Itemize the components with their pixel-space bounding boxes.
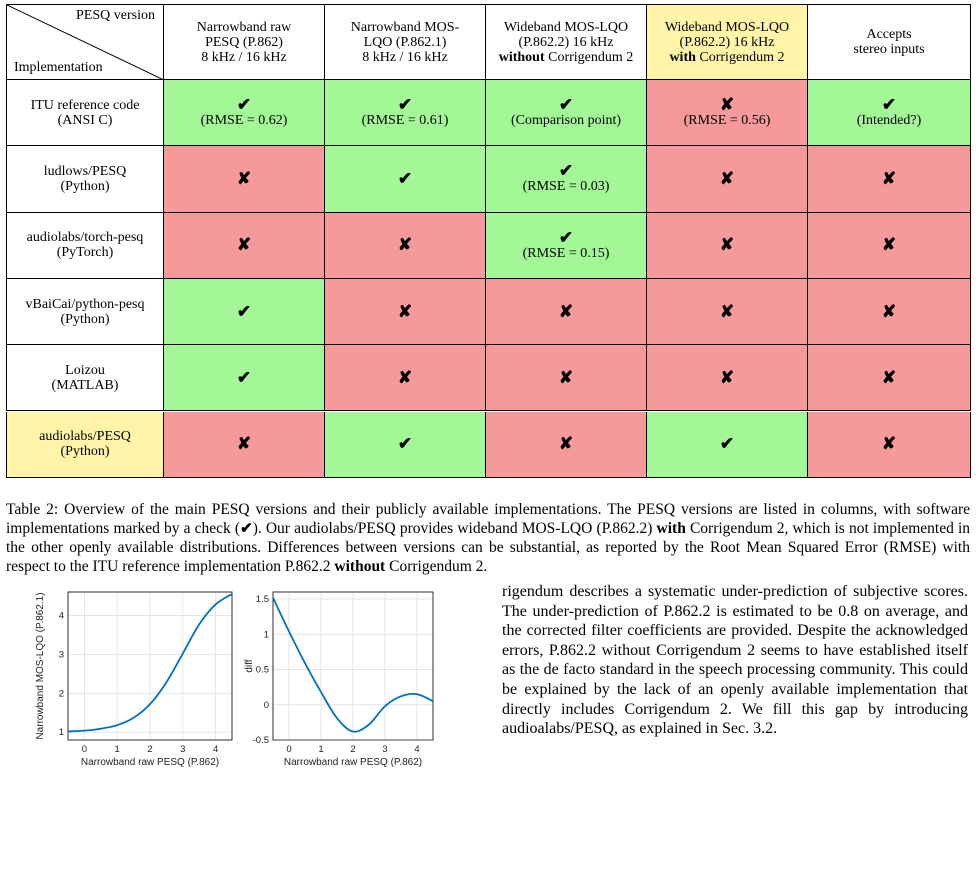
- cross-icon: ✘: [881, 434, 897, 454]
- column-header-line: Wideband MOS-LQO: [503, 19, 629, 35]
- unsupported-cell: [808, 345, 971, 411]
- mapping-plot: [30, 582, 235, 777]
- cross-icon: ✘: [397, 367, 413, 387]
- cross-icon: ✘: [881, 367, 897, 387]
- unsupported-cell: [647, 213, 808, 279]
- check-icon: ✔: [558, 95, 574, 115]
- body-paragraph: rigendum describes a systematic under-prediction of subjective scores. The under-prediction of P.862.2 is estimated to be 0.8 on average, and the corrected filter coefficients are provided. Despite the acknowledged errors, P.862.2 without Corrigendum 2 seems to have established itself as the de facto standard in the speech processing community. This could be explained by the lack of an openly available implementation that directly includes Corrigendum 2. We fill this gap by introducing audioalabs/PESQ, as explained in Sec. 3.2.: [502, 583, 968, 738]
- table-row: [6, 412, 971, 478]
- x-tick-label: 2: [147, 744, 153, 755]
- cross-icon: ✘: [719, 235, 735, 255]
- x-tick-label: 0: [81, 744, 88, 755]
- y-axis-label: Narrowband MOS-LQO (P.862.1): [35, 592, 46, 740]
- check-icon: ✔: [881, 95, 897, 115]
- corner-label-implementation: Implementation: [14, 60, 103, 75]
- supported-cell: [325, 412, 486, 478]
- implementation-name-line: (Python): [60, 178, 110, 194]
- cross-icon: ✘: [719, 301, 735, 321]
- column-header-line: Narrowband MOS-: [350, 19, 460, 35]
- unsupported-cell: [647, 80, 808, 146]
- x-tick-label: 3: [382, 744, 388, 755]
- unsupported-cell: [486, 412, 647, 478]
- column-header-line: Accepts: [866, 27, 912, 42]
- cross-icon: ✘: [558, 434, 574, 454]
- table-row: [6, 80, 971, 146]
- cell-note: (Intended?): [856, 113, 922, 129]
- table-row: [6, 345, 971, 411]
- unsupported-cell: [808, 213, 971, 279]
- y-tick-label: 1.5: [255, 594, 269, 606]
- implementation-name-cell: [6, 279, 164, 345]
- implementation-name-line: (MATLAB): [51, 377, 119, 393]
- cross-icon: ✘: [558, 301, 574, 321]
- column-header-line: LQO (P.862.1): [363, 34, 447, 50]
- y-tick-label: -0.5: [252, 735, 269, 746]
- unsupported-cell: [164, 213, 325, 279]
- column-header-line: Wideband MOS-LQO: [664, 19, 790, 35]
- table-header-row: [6, 4, 971, 80]
- implementation-name-line: ludlows/PESQ: [43, 163, 127, 179]
- x-axis-label: Narrowband raw PESQ (P.862): [283, 757, 423, 768]
- unsupported-cell: [486, 279, 647, 345]
- cross-icon: ✘: [397, 235, 413, 255]
- check-icon: ✔: [397, 168, 413, 188]
- check-symbol: ✔: [240, 521, 253, 537]
- cross-icon: ✘: [236, 434, 252, 454]
- cross-icon: ✘: [236, 168, 252, 188]
- supported-cell: [486, 213, 647, 279]
- y-axis-label: diff: [244, 659, 255, 673]
- supported-cell: [164, 345, 325, 411]
- unsupported-cell: [647, 345, 808, 411]
- unsupported-cell: [164, 146, 325, 212]
- table-row: [6, 146, 971, 212]
- check-icon: ✔: [719, 434, 735, 454]
- column-header-1: [164, 4, 325, 80]
- check-icon: ✔: [558, 161, 574, 181]
- check-icon: ✔: [397, 434, 413, 454]
- column-header-2: [325, 4, 486, 80]
- supported-cell: [325, 80, 486, 146]
- supported-cell: [647, 412, 808, 478]
- column-header-5: [808, 4, 971, 80]
- column-header-line: Narrowband raw: [196, 19, 292, 35]
- x-tick-label: 4: [414, 744, 420, 755]
- implementation-name-line: (Python): [60, 444, 110, 460]
- implementation-name-line: Loizou: [65, 362, 105, 378]
- x-tick-label: 1: [114, 744, 120, 755]
- x-axis-label: Narrowband raw PESQ (P.862): [80, 757, 220, 768]
- implementation-name-cell: [6, 146, 164, 212]
- cell-note: (RMSE = 0.03): [522, 179, 610, 195]
- y-tick-label: 4: [58, 610, 64, 622]
- implementation-name-line: vBaiCai/python-pesq: [25, 296, 145, 312]
- cross-icon: ✘: [236, 235, 252, 255]
- column-header-line: stereo inputs: [853, 42, 925, 57]
- column-header-4: [647, 4, 808, 80]
- implementation-name-cell: [6, 345, 164, 411]
- unsupported-cell: [808, 412, 971, 478]
- cell-note: (RMSE = 0.61): [361, 113, 449, 129]
- unsupported-cell: [325, 345, 486, 411]
- implementation-name-line: audiolabs/PESQ: [39, 429, 131, 445]
- column-header-line: 8 kHz / 16 kHz: [201, 49, 287, 65]
- unsupported-cell: [164, 412, 325, 478]
- y-tick-label: 0.5: [255, 664, 269, 676]
- check-icon: ✔: [558, 227, 574, 247]
- unsupported-cell: [325, 279, 486, 345]
- check-icon: ✔: [236, 301, 252, 321]
- cell-note: (RMSE = 0.62): [200, 113, 288, 129]
- mapping-plot-svg: [30, 582, 235, 772]
- column-header-line: PESQ (P.862): [205, 34, 283, 50]
- supported-cell: [164, 279, 325, 345]
- cell-note: (RMSE = 0.56): [683, 113, 771, 129]
- column-header-line: 8 kHz / 16 kHz: [362, 49, 448, 65]
- column-header-line: without Corrigendum 2: [498, 49, 634, 65]
- y-tick-label: 0: [263, 699, 269, 711]
- implementation-name-line: ITU reference code: [30, 97, 140, 113]
- supported-cell: [808, 80, 971, 146]
- x-tick-label: 0: [286, 744, 292, 755]
- column-header-3: [486, 4, 647, 80]
- implementation-name-line: audiolabs/torch-pesq: [26, 230, 144, 246]
- x-tick-label: 3: [180, 744, 186, 755]
- x-tick-label: 4: [212, 744, 219, 755]
- table-caption: Table 2: Overview of the main PESQ versions and their publicly available implementations. The PESQ versions are listed in columns, with software implementations marked by a check (✔). Our audiolabs/PESQ provides wideband MOS-LQO (P.862.2) with Corrigendum 2, which is not implemented in the other openly available distributions. Differences between versions can be substantial, as reported by the Root Mean Squared Error (RMSE) with respect to the ITU reference implementation P.862.2 without Corrigendum 2.: [6, 501, 970, 575]
- pesq-versions-table: [6, 4, 971, 478]
- cross-icon: ✘: [719, 168, 735, 188]
- corner-header-cell: [6, 4, 164, 80]
- implementation-name-line: (PyTorch): [56, 245, 114, 261]
- column-header-line: (P.862.2) 16 kHz: [518, 34, 614, 50]
- supported-cell: [486, 80, 647, 146]
- unsupported-cell: [486, 345, 647, 411]
- supported-cell: [325, 146, 486, 212]
- y-tick-label: 2: [58, 688, 64, 700]
- diff-plot: [240, 582, 440, 777]
- x-tick-label: 1: [318, 744, 324, 755]
- table-row: [6, 213, 971, 279]
- cross-icon: ✘: [719, 95, 735, 115]
- unsupported-cell: [325, 213, 486, 279]
- y-tick-label: 1: [263, 629, 269, 641]
- supported-cell: [486, 146, 647, 212]
- unsupported-cell: [647, 146, 808, 212]
- column-header-line: with Corrigendum 2: [669, 49, 785, 65]
- cross-icon: ✘: [881, 168, 897, 188]
- implementation-name-cell: [6, 80, 164, 146]
- column-header-line: (P.862.2) 16 kHz: [679, 34, 775, 50]
- check-icon: ✔: [397, 95, 413, 115]
- cross-icon: ✘: [719, 367, 735, 387]
- check-icon: ✔: [236, 367, 252, 387]
- table-row: [6, 279, 971, 345]
- cell-note: (RMSE = 0.15): [522, 245, 610, 261]
- implementation-name-cell: [6, 412, 164, 478]
- cross-icon: ✘: [558, 367, 574, 387]
- cross-icon: ✘: [881, 301, 897, 321]
- corner-label-version: PESQ version: [76, 8, 155, 23]
- check-icon: ✔: [236, 95, 252, 115]
- cross-icon: ✘: [397, 301, 413, 321]
- supported-cell: [164, 80, 325, 146]
- unsupported-cell: [808, 279, 971, 345]
- cross-icon: ✘: [881, 235, 897, 255]
- diff-plot-svg: [240, 582, 440, 772]
- unsupported-cell: [808, 146, 971, 212]
- cell-note: (Comparison point): [510, 113, 622, 129]
- implementation-name-cell: [6, 213, 164, 279]
- x-tick-label: 2: [350, 744, 356, 755]
- y-tick-label: 1: [58, 727, 64, 739]
- implementation-name-line: (ANSI C): [57, 112, 113, 128]
- y-tick-label: 3: [58, 649, 64, 661]
- implementation-name-line: (Python): [60, 311, 110, 327]
- unsupported-cell: [647, 279, 808, 345]
